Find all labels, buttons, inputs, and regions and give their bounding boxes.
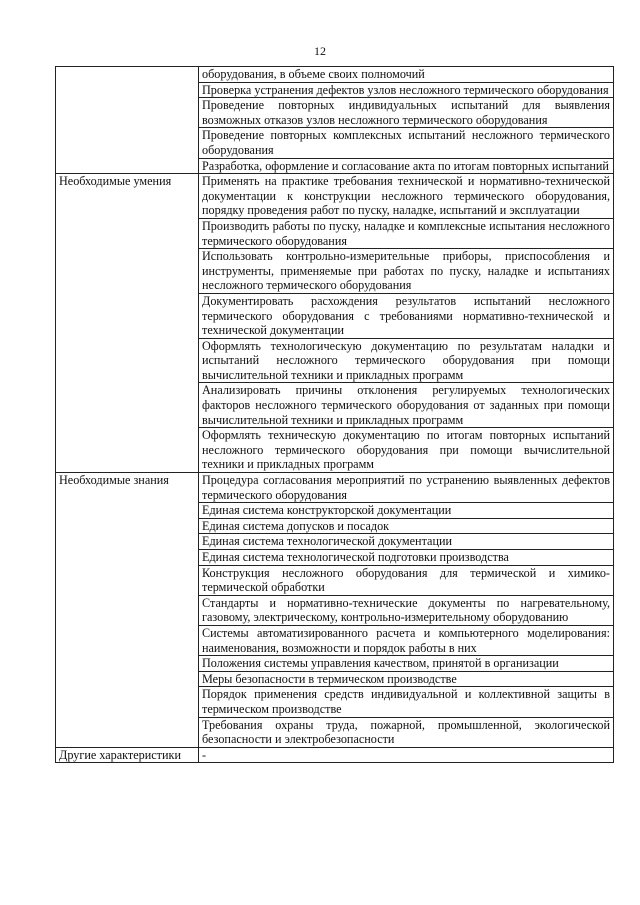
- section-item: Применять на практике требования технической и нормативно-технической документации к конструкции несложного термического оборудования, порядку проведения работ по пуску, наладке, испытаний и эксплуатации: [199, 174, 614, 219]
- section-item: Оформлять техническую документацию по итогам повторных испытаний несложного термического оборудования при помощи вычислительной техники и прикладных программ: [199, 428, 614, 473]
- section-item: Процедура согласования мероприятий по устранению выявленных дефектов термического оборудования: [199, 473, 614, 503]
- section-item: Порядок применения средств индивидуальной и коллективной защиты в термическом производстве: [199, 687, 614, 717]
- requirements-table: [55, 66, 614, 763]
- section-item: Требования охраны труда, пожарной, промышленной, экологической безопасности и электробезопасности: [199, 717, 614, 747]
- section-category: Другие характеристики: [56, 747, 199, 763]
- section-item: оборудования, в объеме своих полномочий: [199, 67, 614, 83]
- section-item: Системы автоматизированного расчета и компьютерного моделирования: наименования, возможности и порядок работы в них: [199, 625, 614, 655]
- section-item: Проведение повторных комплексных испытаний несложного термического оборудования: [199, 128, 614, 158]
- section-item: Использовать контрольно-измерительные приборы, приспособления и инструменты, применяемые при работах по пуску, наладке и испытаниях несложного термического оборудования: [199, 249, 614, 294]
- section-item: Проведение повторных индивидуальных испытаний для выявления возможных отказов узлов несложного термического оборудования: [199, 98, 614, 128]
- section-item: Документировать расхождения результатов испытаний несложного термического оборудования с требованиями нормативно-технической и технической документации: [199, 293, 614, 338]
- table-row: [56, 747, 614, 763]
- section-item: Единая система конструкторской документации: [199, 503, 614, 519]
- section-item: Проверка устранения дефектов узлов несложного термического оборудования: [199, 82, 614, 98]
- section-item: Производить работы по пуску, наладке и комплексные испытания несложного термического оборудования: [199, 218, 614, 248]
- section-category: [56, 67, 199, 174]
- table-row: [56, 174, 614, 219]
- section-item: -: [199, 747, 614, 763]
- section-item: Меры безопасности в термическом производстве: [199, 671, 614, 687]
- section-item: Анализировать причины отклонения регулируемых технологических факторов несложного термического оборудования от заданных при помощи вычислительной техники и прикладных программ: [199, 383, 614, 428]
- section-item: Единая система допусков и посадок: [199, 518, 614, 534]
- section-item: Единая система технологической документации: [199, 534, 614, 550]
- section-item: Разработка, оформление и согласование акта по итогам повторных испытаний: [199, 158, 614, 174]
- section-category: Необходимые умения: [56, 174, 199, 473]
- section-item: Стандарты и нормативно-технические документы по нагревательному, газовому, электрическому, контрольно-измерительному оборудованию: [199, 595, 614, 625]
- table-row: [56, 67, 614, 83]
- section-category: Необходимые знания: [56, 473, 199, 748]
- requirements-table-body: [56, 67, 614, 763]
- section-item: Единая система технологической подготовки производства: [199, 550, 614, 566]
- section-item: Положения системы управления качеством, принятой в организации: [199, 656, 614, 672]
- section-item: Конструкция несложного оборудования для термической и химико-термической обработки: [199, 565, 614, 595]
- table-row: [56, 473, 614, 503]
- page-number: 12: [314, 44, 326, 58]
- section-item: Оформлять технологическую документацию по результатам наладки и испытаний несложного термического оборудования при помощи вычислительной техники и прикладных программ: [199, 338, 614, 383]
